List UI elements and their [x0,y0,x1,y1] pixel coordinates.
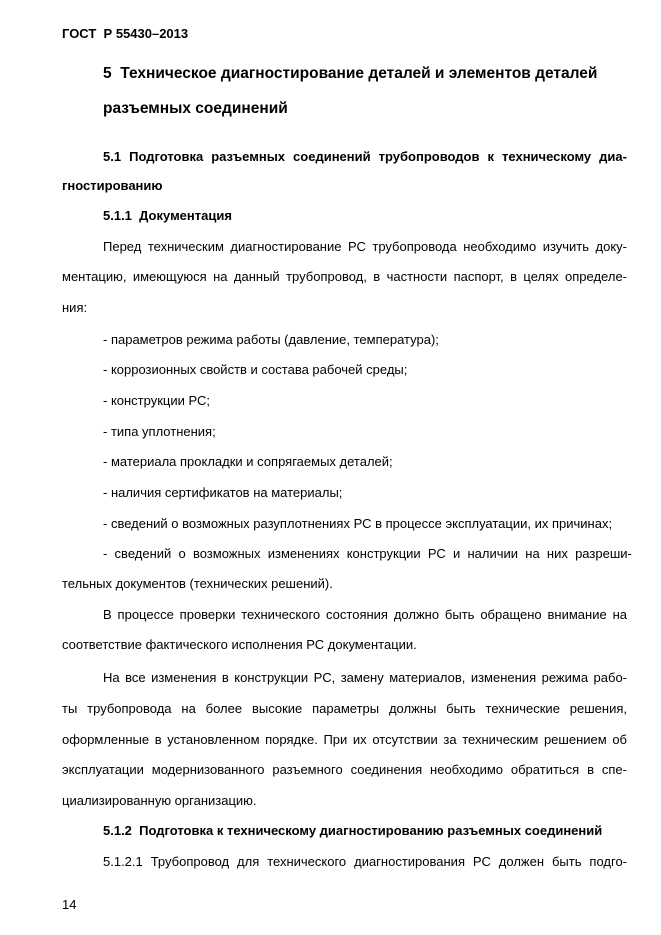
list-item: - наличия сертификатов на материалы; [103,485,343,500]
subsection-5-1-title-line2: гностированию [62,178,163,193]
intro-paragraph-line3: ния: [62,300,88,315]
subsection-5-1-1-title: 5.1.1 Документация [103,208,232,223]
subsection-5-1-2-title: 5.1.2 Подготовка к техническому диагностированию разъемных соединений [103,823,603,838]
section-title-line1 [103,64,597,84]
list-item-last-line2: тельных документов (технических решений). [62,576,333,591]
list-item: - типа уплотнения; [103,424,216,439]
paragraph-check-line2: соответствие фактического исполнения РС документации. [62,637,417,652]
paragraph-changes-line3: оформленные в установленном порядке. При их отсутствии за техническим решением об [62,732,627,747]
list-item-last-line1: - сведений о возможных изменениях конструкции РС и наличии на них разреши- [103,546,632,561]
section-title-text: Техническое диагностирование деталей и элементов деталей [120,65,598,82]
list-item: - материала прокладки и сопрягаемых деталей; [103,454,393,469]
list-item: - конструкции РС; [103,393,211,408]
intro-paragraph-line2: ментацию, имеющуюся на данный трубопровод, в частности паспорт, в целях определе- [62,269,627,284]
intro-paragraph-line1: Перед техническим диагностирование РС трубопровода необходимо изучить доку- [103,239,627,254]
section-number: 5 [103,65,112,82]
list-item: - параметров режима работы (давление, температура); [103,332,439,347]
paragraph-changes-line5: циализированную организацию. [62,793,257,808]
paragraph-check-line1: В процессе проверки технического состояния должно быть обращено внимание на [103,607,627,622]
paragraph-changes-line2: ты трубопровода на более высокие параметры должны быть технические решения, [62,701,627,716]
paragraph-changes-line4: эксплуатации модернизованного разъемного соединения необходимо обратиться в спе- [62,762,627,777]
list-item: - коррозионных свойств и состава рабочей среды; [103,362,408,377]
list-item: - сведений о возможных разуплотнениях РС в процессе эксплуатации, их причинах; [103,516,613,531]
document-code: ГОСТ Р 55430–2013 [62,26,189,41]
section-title-line2: разъемных соединений [103,100,288,117]
page-number: 14 [62,897,77,912]
paragraph-5-1-2-1-line1: 5.1.2.1 Трубопровод для технического диагностирования РС должен быть подго- [103,854,627,869]
paragraph-changes-line1: На все изменения в конструкции РС, замену материалов, изменения режима рабо- [103,670,627,685]
subsection-5-1-title-line1: 5.1 Подготовка разъемных соединений трубопроводов к техническому диа- [103,149,627,164]
